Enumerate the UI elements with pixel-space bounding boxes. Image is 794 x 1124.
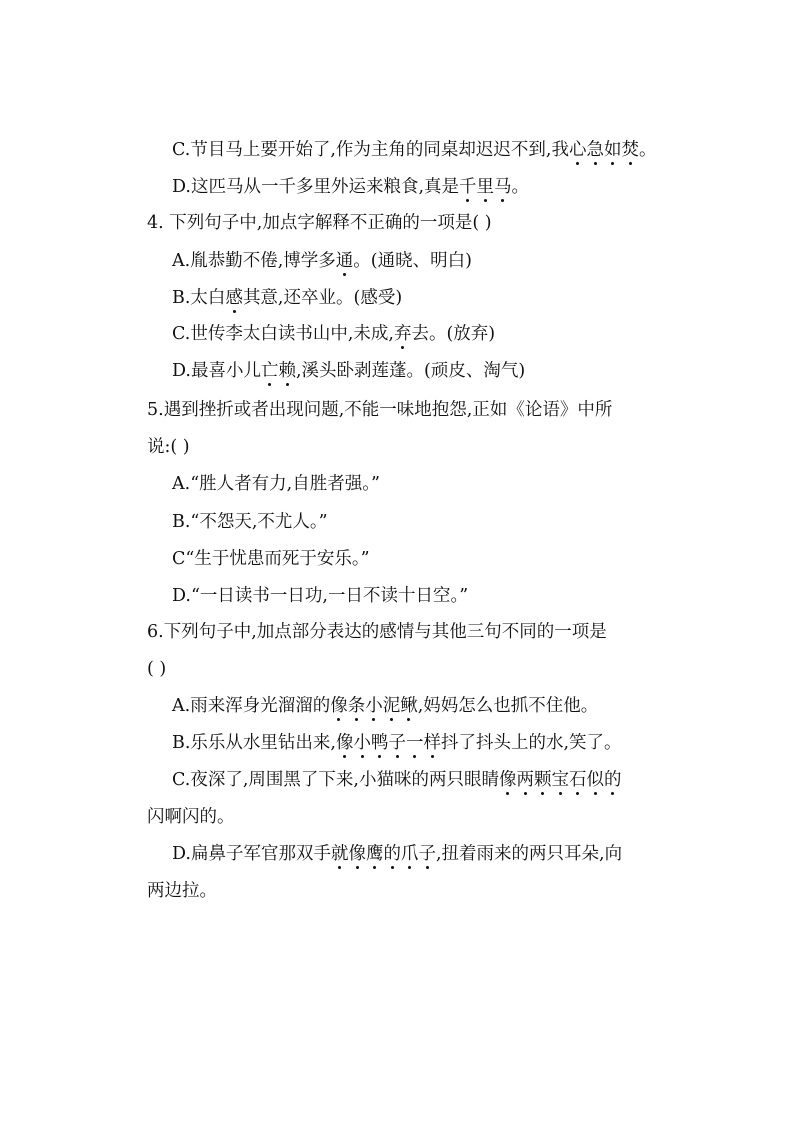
dotted-character: 样 [423, 733, 441, 753]
dotted-character: 条 [347, 696, 366, 716]
dotted-character: 心 [568, 140, 587, 160]
emphasis-dotted-text [459, 177, 512, 197]
dotted-character: 感 [225, 288, 243, 308]
dotted-character: 里 [476, 177, 495, 197]
q6-option-c: C.夜深了,周围黑了下来,小猫咪的两只眼睛像两颗宝石似的 [172, 770, 622, 790]
dotted-character: 鹰 [365, 844, 384, 864]
dotted-character: 两 [516, 770, 534, 790]
question-4: 4. 下列句子中,加点字解释不正确的一项是( ) [147, 213, 492, 233]
dotted-character: 就 [330, 844, 349, 864]
q4-option-a: A.胤恭勤不倦,博学多通。(通晓、明白) [172, 251, 472, 271]
emphasis-dotted-text [394, 324, 412, 344]
dotted-character: 亡 [260, 361, 279, 381]
dotted-character: 子 [418, 844, 436, 864]
dotted-character: 的 [383, 844, 401, 864]
q6-option-d: D.扁鼻子军官那双手就像鹰的爪子,扭着雨来的两只耳朵,向 [172, 844, 623, 864]
dotted-character: 像 [330, 696, 348, 716]
q6-option-b: B.乐乐从水里钻出来,像小鸭子一样抖了抖头上的水,笑了。 [172, 733, 622, 753]
dotted-character: 像 [498, 770, 517, 790]
q6-option-c-continued: 闪啊闪的。 [147, 807, 235, 827]
q5-option-c: C“生于忧患而死于安乐。” [172, 549, 370, 569]
dotted-character: 通 [335, 251, 354, 271]
dotted-character: 焚 [621, 140, 639, 160]
dotted-character: 像 [336, 733, 354, 753]
question-5-continued: 说:( ) [147, 437, 190, 457]
dotted-character: 宝 [551, 770, 569, 790]
q5-option-a: A.“胜人者有力,自胜者强。” [172, 474, 380, 494]
question-5: 5.遇到挫折或者出现问题,不能一味地抱怨,正如《论语》中所 [147, 400, 613, 420]
q3-option-d: D.这匹马从一千多里外运来粮食,真是千里马。 [172, 177, 530, 197]
dotted-character: 弃 [393, 324, 412, 344]
dotted-character: 千 [459, 177, 477, 197]
emphasis-dotted-text [499, 770, 622, 790]
dotted-character: 小 [365, 696, 383, 716]
dotted-character: 鳅 [400, 696, 418, 716]
dotted-character: 如 [603, 140, 622, 160]
emphasis-dotted-text [225, 288, 243, 308]
dotted-character: 泥 [382, 696, 401, 716]
dotted-character: 石 [568, 770, 587, 790]
emphasis-dotted-text [331, 844, 436, 864]
q3-option-c: C.节目马上要开始了,作为主角的同桌却迟迟不到,我心急如焚。 [172, 140, 657, 160]
emphasis-dotted-text [330, 696, 418, 716]
q6-option-d-continued: 两边拉。 [147, 881, 217, 901]
q5-option-b: B.“不怨天,不尤人。” [172, 512, 328, 532]
dotted-character: 赖 [278, 361, 296, 381]
dotted-character: 急 [586, 140, 604, 160]
dotted-character: 鸭 [371, 733, 389, 753]
emphasis-dotted-text [261, 361, 296, 381]
q5-option-d: D.“一日读书一日功,一日不读十日空。” [172, 586, 469, 606]
dotted-character: 像 [348, 844, 366, 864]
q6-option-a: A.雨来浑身光溜溜的像条小泥鳅,妈妈怎么也抓不住他。 [172, 696, 599, 716]
dotted-character: 一 [406, 733, 424, 753]
dotted-character: 似 [586, 770, 604, 790]
question-6: 6.下列句子中,加点部分表达的感情与其他三句不同的一项是 [147, 622, 607, 642]
q4-option-d: D.最喜小儿亡赖,溪头卧剥莲蓬。(顽皮、淘气) [172, 361, 526, 381]
q4-option-b: B.太白感其意,还卒业。(感受) [172, 288, 403, 308]
emphasis-dotted-text [336, 733, 441, 753]
dotted-character: 爪 [400, 844, 419, 864]
dotted-character: 子 [388, 733, 406, 753]
dotted-character: 颗 [533, 770, 552, 790]
question-6-continued: ( ) [147, 659, 167, 679]
dotted-character: 小 [353, 733, 371, 753]
dotted-character: 的 [603, 770, 622, 790]
emphasis-dotted-text [569, 140, 639, 160]
emphasis-dotted-text [336, 251, 354, 271]
dotted-character: 马 [494, 177, 512, 197]
q4-option-c: C.世传李太白读书山中,未成,弃去。(放弃) [172, 324, 496, 344]
